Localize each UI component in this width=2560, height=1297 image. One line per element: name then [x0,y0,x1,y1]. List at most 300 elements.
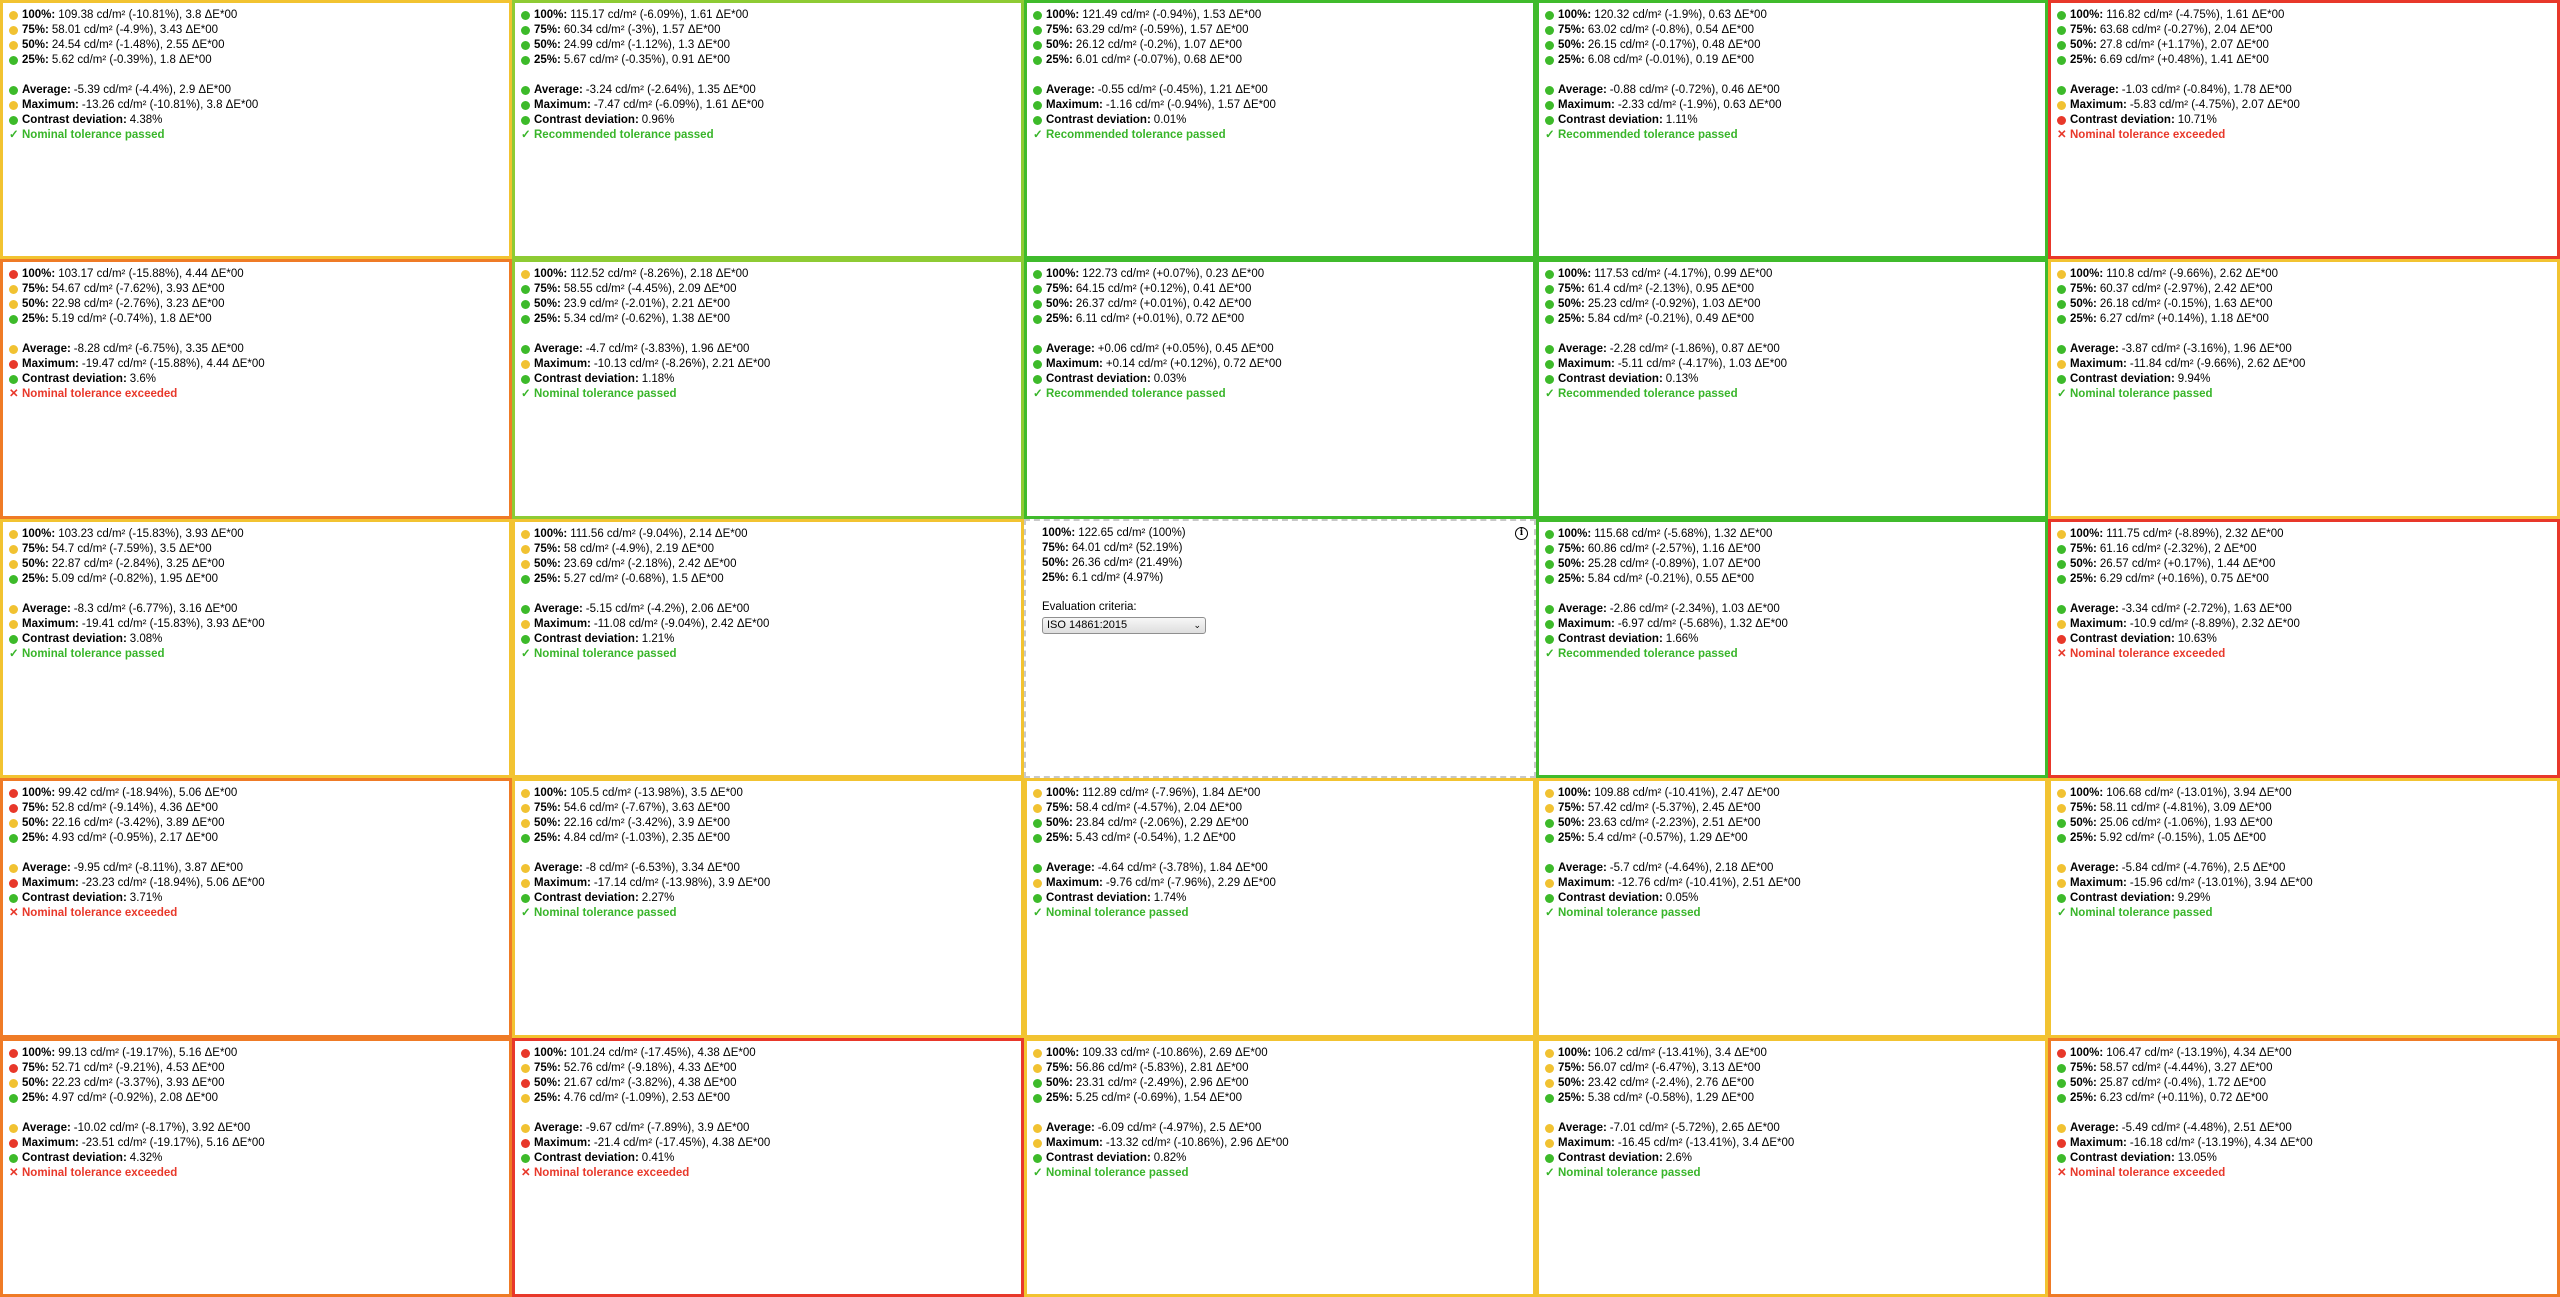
measurement-line [1545,1151,2045,1166]
measurement-value: 5.09 cd/m² (-0.82%), 1.95 ΔE*00 [51,572,219,585]
tolerance-exceeded-status [2057,128,2557,143]
measurement-cell [1536,0,2048,259]
measurement-value: 5.38 cd/m² (-0.58%), 1.29 ΔE*00 [1587,1091,1755,1104]
measurement-value: 109.88 cd/m² (-10.41%), 2.47 ΔE*00 [1594,787,1780,800]
measurement-cell [512,1038,1024,1297]
measurement-label: 75%: [22,802,49,815]
verdict-text: Nominal tolerance exceeded [22,388,178,401]
green-status-dot-icon [1033,1094,1042,1103]
green-status-dot-icon [2057,605,2066,614]
red-status-dot-icon [9,804,18,813]
measurement-label: 100%: [22,527,56,540]
spacer [2057,587,2557,602]
measurement-line [2057,632,2557,647]
yellow-status-dot-icon [1545,1049,1554,1058]
measurement-line [1545,372,2045,387]
measurement-label: 75%: [22,24,49,36]
green-status-dot-icon [9,1154,18,1163]
measurement-label: Maximum: [2070,358,2127,371]
measurement-line [2057,113,2557,128]
green-status-dot-icon [521,56,530,65]
measurement-label: 75%: [1042,541,1069,554]
measurement-value: 58.55 cd/m² (-4.45%), 2.09 ΔE*00 [563,283,737,296]
verdict-text: Nominal tolerance passed [1046,1166,1189,1179]
measurement-value: 5.84 cd/m² (-0.21%), 0.55 ΔE*00 [1587,572,1755,585]
measurement-value: 6.29 cd/m² (+0.16%), 0.75 ΔE*00 [2099,572,2269,585]
yellow-status-dot-icon [521,1094,530,1103]
red-status-dot-icon [2057,1049,2066,1058]
measurement-line [9,372,509,387]
yellow-status-dot-icon [521,804,530,813]
verdict-text: Recommended tolerance passed [534,129,714,141]
measurement-value: 22.98 cd/m² (-2.76%), 3.23 ΔE*00 [51,298,225,311]
measurement-line [1545,267,2045,282]
measurement-label: 75%: [534,542,561,555]
green-status-dot-icon [2057,575,2066,584]
green-status-dot-icon [2057,1094,2066,1103]
measurement-label: Contrast deviation: [534,373,639,386]
measurement-value: 64.01 cd/m² (52.19%) [1071,541,1183,554]
measurement-value: 4.97 cd/m² (-0.92%), 2.08 ΔE*00 [51,1091,219,1104]
yellow-status-dot-icon [9,11,18,20]
measurement-line [1545,1061,2045,1076]
green-status-dot-icon [1545,41,1554,50]
measurement-line [1545,557,2045,572]
green-status-dot-icon [521,11,530,20]
measurement-label: Contrast deviation: [22,1151,127,1164]
red-status-dot-icon [9,270,18,279]
measurement-value: -17.14 cd/m² (-13.98%), 3.9 ΔE*00 [593,877,771,890]
measurement-value: 4.32% [129,1151,163,1164]
measurement-value: 121.49 cd/m² (-0.94%), 1.53 ΔE*00 [1082,9,1262,21]
measurement-line [1545,312,2045,327]
measurement-line [1033,816,1533,831]
info-icon[interactable]: i [1515,527,1528,540]
measurement-label: 50%: [22,1076,49,1089]
measurement-label: 25%: [22,572,49,585]
measurement-value: -3.34 cd/m² (-2.72%), 1.63 ΔE*00 [2121,602,2292,615]
measurement-cell [1024,1038,1536,1297]
yellow-status-dot-icon [521,819,530,828]
measurement-value: 63.02 cd/m² (-0.8%), 0.54 ΔE*00 [1587,24,1755,36]
measurement-label: Contrast deviation: [1046,1151,1151,1164]
measurement-label: Average: [2070,343,2119,356]
measurement-line [9,83,509,98]
measurement-label: 100%: [2070,9,2104,21]
measurement-value: 56.86 cd/m² (-5.83%), 2.81 ΔE*00 [1075,1061,1249,1074]
measurement-label: 25%: [1558,313,1585,326]
checkmark-icon: ✓ [9,647,19,660]
green-status-dot-icon [1033,11,1042,20]
measurement-value: 22.16 cd/m² (-3.42%), 3.89 ΔE*00 [51,817,225,830]
measurement-label: Contrast deviation: [22,632,127,645]
green-status-dot-icon [1545,530,1554,539]
measurement-line [521,1091,1021,1106]
measurement-label: 100%: [2070,787,2104,800]
measurement-cell [512,0,1024,259]
measurement-label: Maximum: [2070,99,2127,111]
measurement-line [521,557,1021,572]
measurement-line [1545,617,2045,632]
measurement-label: Average: [1558,84,1607,96]
measurement-label: 25%: [534,1091,561,1104]
spacer [9,587,509,602]
measurement-label: Maximum: [1558,358,1615,371]
yellow-status-dot-icon [9,545,18,554]
measurement-value: 21.67 cd/m² (-3.82%), 4.38 ΔE*00 [563,1076,737,1089]
measurement-value: -3.24 cd/m² (-2.64%), 1.35 ΔE*00 [585,84,756,96]
measurement-label: 25%: [22,313,49,326]
measurement-line [1545,357,2045,372]
measurement-line [2057,282,2557,297]
measurement-label: 100%: [22,9,56,21]
measurement-value: 0.05% [1665,892,1699,905]
red-status-dot-icon [9,1064,18,1073]
measurement-value: -5.7 cd/m² (-4.64%), 2.18 ΔE*00 [1609,862,1774,875]
measurement-value: 5.43 cd/m² (-0.54%), 1.2 ΔE*00 [1075,832,1236,845]
measurement-line [1545,801,2045,816]
measurement-value: 116.82 cd/m² (-4.75%), 1.61 ΔE*00 [2106,9,2285,21]
green-status-dot-icon [2057,41,2066,50]
tolerance-exceeded-status [9,906,509,921]
verdict-text: Nominal tolerance passed [2070,388,2213,401]
spacer [1545,846,2045,861]
measurement-line [9,632,509,647]
measurement-value: 23.42 cd/m² (-2.4%), 2.76 ΔE*00 [1587,1076,1755,1089]
green-status-dot-icon [1033,375,1042,384]
measurement-cell [1536,1038,2048,1297]
green-status-dot-icon [1033,56,1042,65]
measurement-value: 58.57 cd/m² (-4.44%), 3.27 ΔE*00 [2099,1061,2273,1074]
measurement-line [521,602,1021,617]
measurement-line [2057,83,2557,98]
measurement-value: 99.42 cd/m² (-18.94%), 5.06 ΔE*00 [58,787,238,800]
measurement-label: 25%: [1558,54,1585,66]
measurement-label: 25%: [2070,1091,2097,1104]
measurement-line [521,38,1021,53]
yellow-status-dot-icon [521,360,530,369]
green-status-dot-icon [2057,26,2066,35]
green-status-dot-icon [1545,285,1554,294]
measurement-line [1545,342,2045,357]
measurement-value: 58.01 cd/m² (-4.9%), 3.43 ΔE*00 [51,24,219,36]
measurement-value: -1.03 cd/m² (-0.84%), 1.78 ΔE*00 [2121,84,2292,96]
measurement-value: 0.82% [1153,1151,1187,1164]
green-status-dot-icon [1033,1154,1042,1163]
measurement-line [9,267,509,282]
green-status-dot-icon [1033,864,1042,873]
measurement-label: Maximum: [22,1136,79,1149]
measurement-line [521,8,1021,23]
measurement-label: 75%: [22,542,49,555]
yellow-status-dot-icon [2057,360,2066,369]
cross-icon: ✕ [9,1166,19,1179]
measurement-label: Contrast deviation: [1558,114,1663,126]
measurement-label: 50%: [1558,298,1585,311]
measurement-value: -13.32 cd/m² (-10.86%), 2.96 ΔE*00 [1105,1136,1289,1149]
measurement-line [1033,8,1533,23]
measurement-line [1545,98,2045,113]
measurement-value: 25.28 cd/m² (-0.89%), 1.07 ΔE*00 [1587,557,1761,570]
measurement-label: 25%: [534,572,561,585]
yellow-status-dot-icon [2057,270,2066,279]
verdict-text: Recommended tolerance passed [1558,388,1738,401]
measurement-value: 26.37 cd/m² (+0.01%), 0.42 ΔE*00 [1075,298,1252,311]
measurement-label: 75%: [2070,283,2097,296]
measurement-label: 100%: [1046,1046,1080,1059]
measurement-label: 50%: [22,557,49,570]
green-status-dot-icon [2057,11,2066,20]
green-status-dot-icon [1033,894,1042,903]
measurement-label: 50%: [1046,1076,1073,1089]
measurement-value: 5.34 cd/m² (-0.62%), 1.38 ΔE*00 [563,313,731,326]
measurement-line [9,527,509,542]
measurement-line [1545,8,2045,23]
measurement-value: -6.09 cd/m² (-4.97%), 2.5 ΔE*00 [1097,1121,1262,1134]
measurement-value: -2.86 cd/m² (-2.34%), 1.03 ΔE*00 [1609,602,1780,615]
measurement-value: 112.89 cd/m² (-7.96%), 1.84 ΔE*00 [1082,787,1261,800]
red-status-dot-icon [9,1049,18,1058]
measurement-value: 110.8 cd/m² (-9.66%), 2.62 ΔE*00 [2106,268,2278,281]
measurement-line [521,357,1021,372]
measurement-label: Maximum: [1558,877,1615,890]
measurement-value: 10.63% [2177,632,2217,645]
measurement-label: 100%: [534,268,568,281]
measurement-line [9,602,509,617]
measurement-value: 54.7 cd/m² (-7.59%), 3.5 ΔE*00 [51,542,212,555]
measurement-value: -5.83 cd/m² (-4.75%), 2.07 ΔE*00 [2129,99,2300,111]
measurement-label: Contrast deviation: [1558,892,1663,905]
measurement-line [2057,23,2557,38]
measurement-label: 100%: [1558,527,1592,540]
measurement-value: 5.62 cd/m² (-0.39%), 1.8 ΔE*00 [51,54,212,66]
measurement-value: 4.84 cd/m² (-1.03%), 2.35 ΔE*00 [563,832,731,845]
yellow-status-dot-icon [9,819,18,828]
green-status-dot-icon [521,315,530,324]
spacer [1545,1106,2045,1121]
measurement-value: -11.84 cd/m² (-9.66%), 2.62 ΔE*00 [2129,358,2306,371]
green-status-dot-icon [1545,560,1554,569]
measurement-line [1033,801,1533,816]
evaluation-criteria-select[interactable] [1042,617,1206,634]
yellow-status-dot-icon [2057,530,2066,539]
measurement-line [521,861,1021,876]
measurement-label: 50%: [1558,557,1585,570]
measurement-label: 100%: [534,9,568,21]
measurement-label: Average: [22,602,71,615]
spacer [9,846,509,861]
measurement-label: 100%: [22,787,56,800]
measurement-label: Average: [1558,1121,1607,1134]
measurement-label: 100%: [1558,268,1592,281]
measurement-label: Average: [2070,602,2119,615]
measurement-label: Maximum: [22,358,79,371]
measurement-cell [512,778,1024,1037]
measurement-line [521,876,1021,891]
measurement-label: Maximum: [1046,1136,1103,1149]
measurement-value: 1.21% [641,632,675,645]
measurement-value: 26.57 cd/m² (+0.17%), 1.44 ΔE*00 [2099,557,2276,570]
spacer [9,1106,509,1121]
yellow-status-dot-icon [1033,879,1042,888]
measurement-line [9,113,509,128]
measurement-label: Maximum: [1558,1136,1615,1149]
yellow-status-dot-icon [521,545,530,554]
measurement-value: 0.41% [641,1151,675,1164]
measurement-value: -0.88 cd/m² (-0.72%), 0.46 ΔE*00 [1609,84,1780,96]
measurement-value: 24.99 cd/m² (-1.12%), 1.3 ΔE*00 [563,39,731,51]
measurement-line [521,312,1021,327]
evaluation-criteria-label: Evaluation criteria: [1042,600,1137,613]
spacer [521,68,1021,83]
measurement-label: 25%: [22,54,49,66]
measurement-label: 50%: [1558,39,1585,51]
yellow-status-dot-icon [1545,879,1554,888]
green-status-dot-icon [2057,894,2066,903]
measurement-value: 1.66% [1665,632,1699,645]
green-status-dot-icon [521,116,530,125]
green-status-dot-icon [521,605,530,614]
measurement-value: -16.18 cd/m² (-13.19%), 4.34 ΔE*00 [2129,1136,2313,1149]
measurement-line [1033,891,1533,906]
yellow-status-dot-icon [1545,1124,1554,1133]
yellow-status-dot-icon [9,41,18,50]
measurement-label: 25%: [1558,1091,1585,1104]
verdict-text: Nominal tolerance passed [22,129,165,141]
yellow-status-dot-icon [9,620,18,629]
measurement-line [9,1061,509,1076]
yellow-status-dot-icon [2057,879,2066,888]
measurement-line [1545,83,2045,98]
checkmark-icon: ✓ [2057,388,2067,401]
measurement-value: -10.02 cd/m² (-8.17%), 3.92 ΔE*00 [73,1121,251,1134]
measurement-line [2057,876,2557,891]
measurement-value: -19.41 cd/m² (-15.83%), 3.93 ΔE*00 [81,617,265,630]
cross-icon: ✕ [9,907,19,920]
yellow-status-dot-icon [1033,804,1042,813]
green-status-dot-icon [2057,285,2066,294]
measurement-value: -16.45 cd/m² (-13.41%), 3.4 ΔE*00 [1617,1136,1795,1149]
chevron-down-icon: ⌄ [1193,619,1201,630]
measurement-label: 50%: [534,557,561,570]
green-status-dot-icon [1545,315,1554,324]
cross-icon: ✕ [2057,1166,2067,1179]
measurement-line [1545,23,2045,38]
measurement-line [2057,801,2557,816]
measurement-line [1033,1136,1533,1151]
measurement-value: -23.51 cd/m² (-19.17%), 5.16 ΔE*00 [81,1136,265,1149]
measurement-value: 6.11 cd/m² (+0.01%), 0.72 ΔE*00 [1075,313,1245,326]
measurement-value: -3.87 cd/m² (-3.16%), 1.96 ΔE*00 [2121,343,2292,356]
green-status-dot-icon [2057,300,2066,309]
green-status-dot-icon [1033,1079,1042,1088]
measurement-line [9,1076,509,1091]
measurement-value: -6.97 cd/m² (-5.68%), 1.32 ΔE*00 [1617,617,1788,630]
yellow-status-dot-icon [1033,1124,1042,1133]
measurement-label: Average: [534,1121,583,1134]
measurement-cell [2048,0,2560,259]
measurement-value: 120.32 cd/m² (-1.9%), 0.63 ΔE*00 [1594,9,1767,21]
measurement-line [1545,527,2045,542]
measurement-value: -5.11 cd/m² (-4.17%), 1.03 ΔE*00 [1617,358,1788,371]
green-status-dot-icon [2057,545,2066,554]
green-status-dot-icon [1545,620,1554,629]
measurement-label: Contrast deviation: [1046,114,1151,126]
measurement-value: 1.74% [1153,892,1187,905]
measurement-cell [2048,778,2560,1037]
measurement-value: 106.68 cd/m² (-13.01%), 3.94 ΔE*00 [2106,787,2292,800]
green-status-dot-icon [2057,56,2066,65]
measurement-cell [2048,259,2560,518]
measurement-label: 100%: [534,527,568,540]
measurement-value: 23.69 cd/m² (-2.18%), 2.42 ΔE*00 [563,557,737,570]
green-status-dot-icon [521,635,530,644]
measurement-value: 58.4 cd/m² (-4.57%), 2.04 ΔE*00 [1075,802,1243,815]
measurement-label: 50%: [2070,298,2097,311]
measurement-value: 1.18% [641,373,675,386]
measurement-label: 25%: [534,832,561,845]
measurement-line [1545,876,2045,891]
red-status-dot-icon [521,1079,530,1088]
measurement-label: Average: [534,862,583,875]
measurement-label: 100%: [1558,9,1592,21]
measurement-value: 25.87 cd/m² (-0.4%), 1.72 ΔE*00 [2099,1076,2267,1089]
checkmark-icon: ✓ [1545,388,1555,401]
measurement-value: 54.67 cd/m² (-7.62%), 3.93 ΔE*00 [51,283,225,296]
measurement-value: 6.1 cd/m² (4.97%) [1071,571,1164,584]
yellow-status-dot-icon [1033,1139,1042,1148]
measurement-value: -1.16 cd/m² (-0.94%), 1.57 ΔE*00 [1105,99,1276,111]
green-status-dot-icon [2057,834,2066,843]
measurement-line [2057,1046,2557,1061]
measurement-label: 25%: [1042,571,1069,584]
measurement-value: 106.47 cd/m² (-13.19%), 4.34 ΔE*00 [2106,1046,2292,1059]
yellow-status-dot-icon [1545,804,1554,813]
measurement-value: 6.23 cd/m² (+0.11%), 0.72 ΔE*00 [2099,1091,2269,1104]
measurement-line [521,98,1021,113]
verdict-text: Recommended tolerance passed [1558,129,1738,141]
measurement-line [1042,526,1534,541]
tolerance-passed-status [1545,128,2045,143]
measurement-label: 100%: [1046,268,1080,281]
measurement-line [1033,98,1533,113]
measurement-label: 75%: [1558,283,1585,296]
green-status-dot-icon [2057,1064,2066,1073]
measurement-label: Average: [534,84,583,96]
measurement-label: 100%: [1046,9,1080,21]
green-status-dot-icon [1033,270,1042,279]
measurement-label: Average: [1558,602,1607,615]
green-status-dot-icon [9,894,18,903]
verdict-text: Recommended tolerance passed [1558,647,1738,660]
checkmark-icon: ✓ [1033,907,1043,920]
measurement-label: Maximum: [534,99,591,111]
measurement-label: 50%: [1558,1076,1585,1089]
measurement-label: 100%: [2070,1046,2104,1059]
measurement-line [2057,53,2557,68]
measurement-label: 50%: [534,298,561,311]
measurement-line [2057,98,2557,113]
verdict-text: Nominal tolerance exceeded [22,907,178,920]
measurement-label: 75%: [534,1061,561,1074]
yellow-status-dot-icon [9,345,18,354]
green-status-dot-icon [521,26,530,35]
measurement-label: Average: [2070,84,2119,96]
measurement-value: 105.5 cd/m² (-13.98%), 3.5 ΔE*00 [570,787,743,800]
measurement-value: 6.08 cd/m² (-0.01%), 0.19 ΔE*00 [1587,54,1755,66]
verdict-text: Nominal tolerance exceeded [2070,1166,2226,1179]
measurement-value: 64.15 cd/m² (+0.12%), 0.41 ΔE*00 [1075,283,1252,296]
